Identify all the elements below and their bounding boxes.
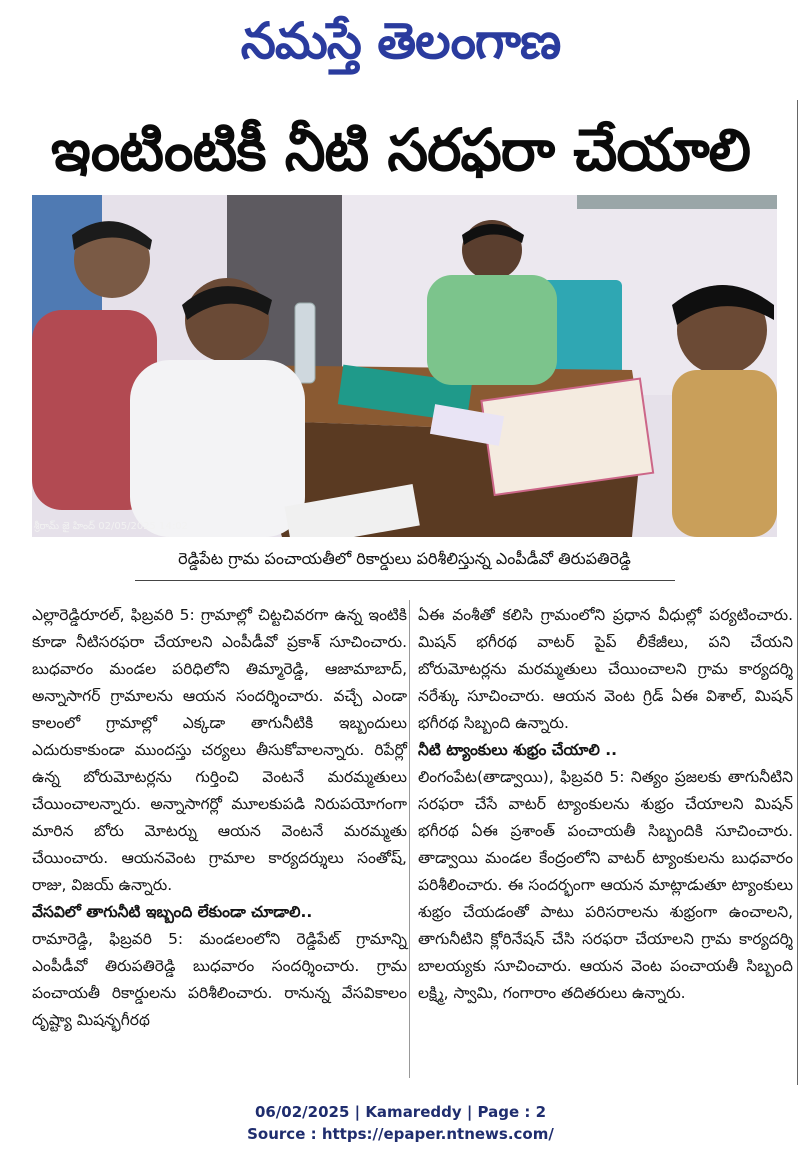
footer-date-edition: 06/02/2025 | Kamareddy | Page : 2: [254, 1103, 547, 1121]
article-paragraph: ఎల్లారెడ్డిరూరల్, ఫిబ్రవరి 5: గ్రామాల్లో చిట్టచివరగా ఉన్న ఇంటికి కూడా నీటిసరఫరా చేయాలని ఎంపీడీవో ప్రకాశ్ సూచించారు. బుధవారం మండల పరిధిలోని తిమ్మారెడ్డి, ఆజామాబాద్, అన్నాసాగర్ గ్రామాలను ఆయన సందర్శించారు. వచ్చే ఎండా కాలంలో గ్రామాల్లో ఎక్కడా తాగునీటికి ఇబ్బందులు ఎదురుకాకుండా ముందస్తు చర్యలు తీసుకోవాలన్నారు. రిపేర్లో ఉన్న బోరుమోటర్లను గుర్తించి వెంటనే మరమ్మతులు చేయించాలన్నారు. అన్నాసాగర్లో మూలకుపడి నిరుపయోగంగా మారిన బోరు మోటర్ను ఆయన వెంటనే మరమ్మతు చేయించారు. ఆయనవెంట గ్రామాల కార్యదర్శులు సంతోష్, రాజు, విజయ్ ఉన్నారు.: [32, 606, 407, 894]
photo-illustration: [32, 195, 777, 537]
article-column-right: [418, 602, 793, 1007]
column-divider: [409, 600, 410, 1078]
article-subheading: నీటి ట్యాంకులు శుభ్రం చేయాలి ..: [418, 741, 617, 759]
article-paragraph: ఏఈ వంశీతో కలిసి గ్రామంలోని ప్రధాన వీధుల్లో పర్యటించారు. మిషన్ భగీరథ వాటర్ పైప్ లీకేజీలు, పని చేయని బోరుమోటర్లను మరమ్మతులు చేయించాలని గ్రామ కార్యదర్శి నరేశ్కు సూచించారు. ఆయన వెంట గ్రిడ్ ఏఈ విశాల్, మిషన్ భగీరథ సిబ్బంది ఉన్నారు.: [418, 606, 793, 732]
page-edge-rule: [797, 100, 798, 1085]
article-paragraph: రామారెడ్డి, ఫిబ్రవరి 5: మండలంలోని రెడ్డిపేట్ గ్రామాన్ని ఎంపీడీవో తిరుపతిరెడ్డి బుధవారం సందర్శించారు. గ్రామ పంచాయతీ రికార్డులను పరిశీలించారు. రానున్న వేసవికాలం దృష్ట్యా మిషన్భగీరథ: [32, 930, 407, 1029]
article-column-left: [32, 602, 407, 1034]
article-paragraph: లింగంపేట(తాడ్వాయి), ఫిబ్రవరి 5: నిత్యం ప్రజలకు తాగునీటిని సరఫరా చేసే వాటర్ ట్యాంకులను శుభ్రం చేయాలని మిషన్ భగీరథ ఏఈ ప్రశాంత్ పంచాయతీ సిబ్బందికి సూచించారు. తాడ్వాయి మండల కేంద్రంలోని వాటర్ ట్యాంకులను బుధవారం పరిశీలించారు. ఈ సందర్భంగా ఆయన మాట్లాడుతూ ట్యాంకులు శుభ్రం చేయడంతో పాటు పరిసరాలను శుభ్రంగా ఉంచాలని, తాగునీటిని క్లోరినేషన్ చేసి సరఫరా చేయాలని గ్రామ కార్యదర్శి బాలయ్యకు సూచించారు. ఆయన వెంట పంచాయతీ సిబ్బంది లక్ష్మి, స్వామి, గంగారాం తదితరులు ఉన్నారు.: [418, 768, 793, 1002]
newspaper-masthead: నమస్తే తెలంగాణ: [240, 12, 561, 70]
article-headline: ఇంటింటికీ నీటి సరఫరా చేయాలి: [50, 116, 751, 184]
article-photo: [32, 195, 777, 537]
footer-source: Source : https://epaper.ntnews.com/: [247, 1125, 554, 1143]
page-footer: [0, 1101, 801, 1145]
photo-caption: రెడ్డిపేట గ్రామ పంచాయతీలో రికార్డులు పరిశీలిస్తున్న ఎంపీడీవో తిరుపతిరెడ్డి: [178, 549, 631, 568]
photo-watermark: శ్రీరామ్ జై హింద్ 02/05/2025 14:02: [34, 521, 188, 532]
article-subheading: వేసవిలో తాగునీటి ఇబ్బంది లేకుండా చూడాలి..: [32, 903, 313, 921]
caption-divider: [135, 580, 675, 581]
